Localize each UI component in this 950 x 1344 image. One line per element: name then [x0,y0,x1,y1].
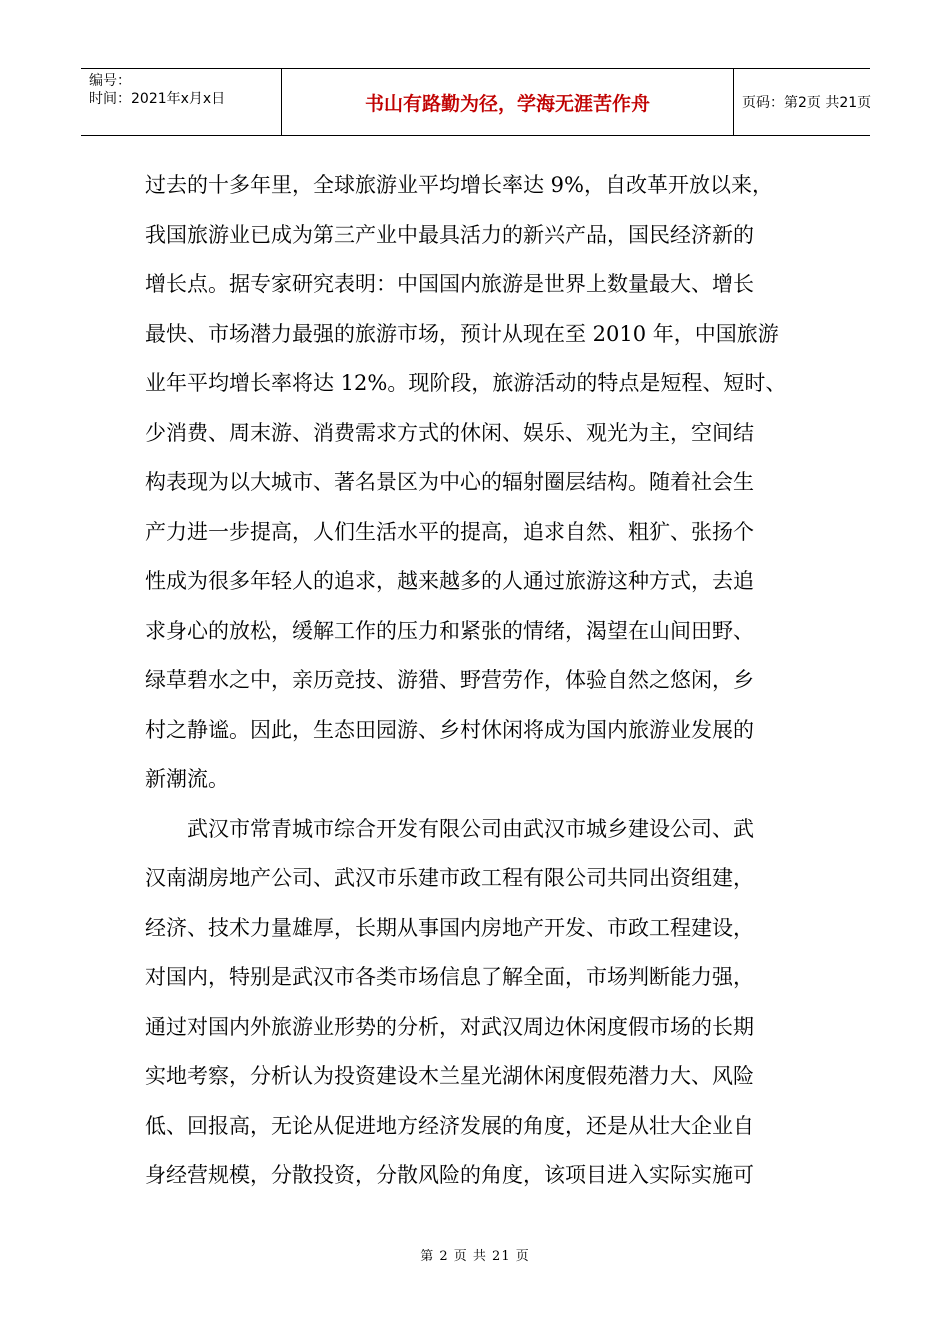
text-line: 对国内，特别是武汉市各类市场信息了解全面，市场判断能力强， [145,965,754,989]
text-line: 过去的十多年里，全球旅游业平均增长率达 9%，自改革开放以来， [145,173,773,197]
text-line: 产力进一步提高，人们生活水平的提高，追求自然、粗犷、张扬个 [145,519,754,544]
text-line: 武汉市常青城市综合开发有限公司由武汉市城乡建设公司、武 [145,816,754,841]
document-body [145,161,815,1201]
text-line: 低、回报高，无论从促进地方经济发展的角度，还是从壮大企业自 [145,1113,754,1138]
time-label: 时间：2021年x月x日 [89,91,226,107]
text-line: 通过对国内外旅游业形势的分析，对武汉周边休闲度假市场的长期 [145,1014,754,1039]
text-line: 实地考察，分析认为投资建设木兰星光湖休闲度假苑潜力大、风险 [145,1064,754,1088]
text-line: 绿草碧水之中，亲历竞技、游猎、野营劳作，体验自然之悠闲，乡 [145,668,754,692]
text-line: 身经营规模，分散投资，分散风险的角度，该项目进入实际实施可 [145,1163,754,1187]
header-meta [81,69,282,135]
text-line: 最快、市场潜力最强的旅游市场，预计从现在至 2010 年，中国旅游 [145,321,779,346]
paragraph-2 [145,805,815,1201]
text-line: 经济、技术力量雄厚，长期从事国内房地产开发、市政工程建设， [145,915,754,940]
page-footer: 第 2 页 共 21 页 [420,1249,530,1264]
text-line: 我国旅游业已成为第三产业中最具活力的新兴产品，国民经济新的 [145,222,754,247]
text-line: 求身心的放松，缓解工作的压力和紧张的情绪，渴望在山间田野、 [145,618,754,643]
number-label: 编号： [89,73,131,89]
text-line: 汉南湖房地产公司、武汉市乐建市政工程有限公司共同出资组建， [145,866,754,890]
header-motto: 书山有路勤为径，学海无涯苦作舟 [282,69,734,135]
text-line: 少消费、周末游、消费需求方式的休闲、娱乐、观光为主，空间结 [145,420,754,445]
text-line: 性成为很多年轻人的追求，越来越多的人通过旅游这种方式，去追 [145,569,754,593]
text-line: 业年平均增长率将达 12%。现阶段，旅游活动的特点是短程、短时、 [145,371,787,395]
text-line: 构表现为以大城市、著名景区为中心的辐射圈层结构。随着社会生 [145,470,754,494]
text-line: 增长点。据专家研究表明：中国国内旅游是世界上数量最大、增长 [145,272,754,296]
text-line: 村之静谧。因此，生态田园游、乡村休闲将成为国内旅游业发展的 [145,717,754,742]
header-page-info: 页码：第2页 共21页 [742,95,872,111]
page-header [81,68,870,136]
paragraph-1 [145,161,815,805]
text-line: 新潮流。 [145,767,229,791]
